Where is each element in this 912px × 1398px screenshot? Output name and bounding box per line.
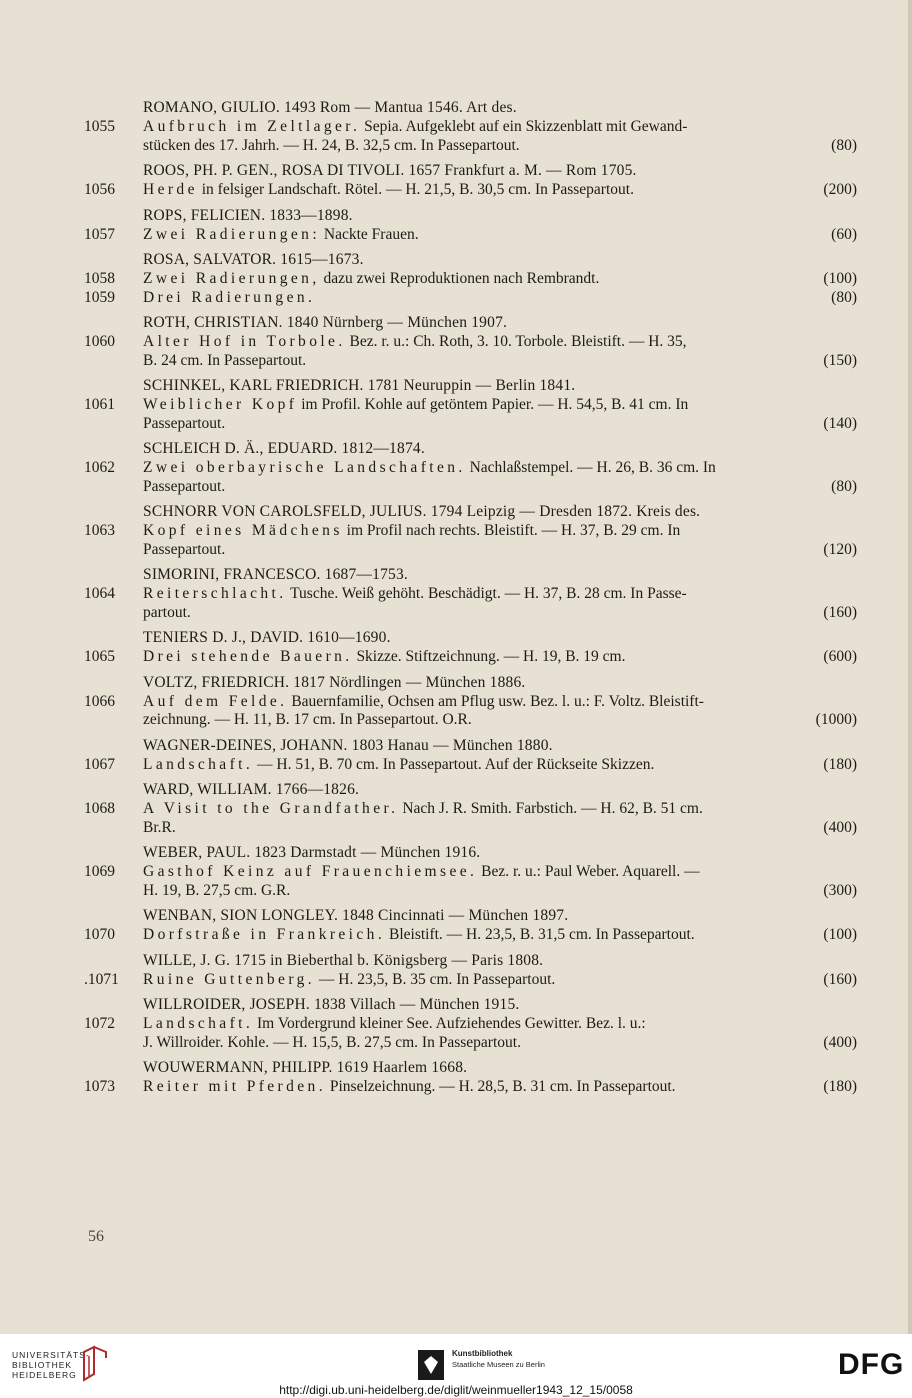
description-text	[143, 459, 716, 478]
lot-number: 1058	[84, 270, 115, 287]
university-line: HEIDELBERG	[12, 1370, 77, 1380]
work-title: A Visit to the Grandfather.	[143, 800, 399, 817]
lot-row	[82, 648, 857, 667]
estimate-price: (80)	[831, 136, 857, 154]
lot-description	[143, 648, 857, 667]
lot-row	[82, 1015, 857, 1052]
description-line	[143, 270, 857, 289]
work-details: Sepia. Aufgeklebt auf ein Skizzenblatt mit Gewand-	[360, 118, 688, 135]
work-details: Bleistift. — H. 23,5, B. 31,5 cm. In Passepartout.	[385, 926, 695, 943]
description-text	[143, 926, 695, 945]
description-text	[143, 181, 634, 200]
lot-row	[82, 693, 857, 730]
estimate-price: (400)	[823, 818, 857, 836]
lot-number: 1063	[84, 522, 115, 539]
estimate-price: (180)	[823, 1078, 857, 1095]
lot-row	[82, 585, 857, 622]
description-line	[143, 711, 857, 730]
work-title: Auf dem Felde.	[143, 692, 288, 710]
work-details: Passepartout.	[143, 540, 226, 558]
estimate-price: (100)	[823, 270, 857, 287]
description-line	[143, 1078, 857, 1097]
lot-number: 1067	[84, 755, 115, 773]
catalog-entry	[82, 438, 857, 496]
work-details: im Profil. Kohle auf getöntem Papier. — H. 54,5, B. 41 cm. In	[297, 396, 689, 413]
work-details: H. 19, B. 27,5 cm. G.R.	[143, 881, 291, 899]
artist-heading: SCHLEICH D. Ä., EDUARD. 1812—1874.	[143, 440, 425, 457]
description-line	[143, 333, 857, 352]
museum-eagle-logo-icon[interactable]	[416, 1348, 446, 1382]
lot-row	[82, 926, 857, 945]
description-text	[143, 289, 315, 308]
catalog-entry	[82, 1057, 857, 1097]
work-details: partout.	[143, 603, 191, 621]
description-line	[143, 819, 857, 838]
lot-description	[143, 693, 857, 730]
description-line	[143, 604, 857, 623]
description-line	[143, 352, 857, 371]
work-details: Bez. r. u.: Ch. Roth, 3. 10. Torbole. Bleistift. — H. 35,	[345, 333, 687, 350]
description-text	[143, 604, 191, 623]
university-logo-icon[interactable]	[80, 1344, 110, 1384]
description-line	[143, 137, 857, 156]
dfg-logo[interactable]: DFG	[838, 1348, 905, 1381]
lot-number: 1072	[84, 1015, 115, 1032]
description-text	[143, 1015, 646, 1034]
description-text	[143, 137, 520, 156]
description-text	[143, 819, 176, 838]
description-line	[143, 1034, 857, 1053]
description-text	[143, 971, 555, 990]
artist-heading: SCHNORR VON CAROLSFELD, JULIUS. 1794 Leipzig — Dresden 1872. Kreis des.	[143, 503, 701, 520]
artist-heading: WAGNER-DEINES, JOHANN. 1803 Hanau — München 1880.	[143, 736, 553, 754]
description-text	[143, 333, 687, 352]
lot-description	[143, 289, 857, 308]
artist-heading: WEBER, PAUL. 1823 Darmstadt — München 1916.	[143, 844, 481, 861]
description-line	[143, 756, 857, 775]
work-details: Im Vordergrund kleiner See. Aufziehendes Gewitter. Bez. l. u.:	[253, 1015, 646, 1032]
work-title: Reiter mit Pferden.	[143, 1078, 326, 1095]
catalog-entry	[82, 950, 857, 990]
estimate-price: (200)	[823, 181, 857, 198]
description-line	[143, 648, 857, 667]
work-details: zeichnung. — H. 11, B. 17 cm. In Passepartout. O.R.	[143, 711, 472, 728]
description-text	[143, 882, 290, 901]
lot-number: 1073	[84, 1078, 115, 1095]
estimate-price: (1000)	[815, 711, 857, 728]
library-subtitle: Staatliche Museen zu Berlin	[452, 1360, 545, 1369]
lot-description	[143, 270, 857, 289]
work-title: Alter Hof in Torbole.	[143, 333, 346, 350]
description-text	[143, 863, 700, 882]
work-title: Weiblicher Kopf	[143, 396, 298, 413]
catalog-entry	[82, 501, 857, 559]
source-url-link[interactable]: http://digi.ub.uni-heidelberg.de/diglit/weinmueller1943_12_15/0058	[279, 1383, 633, 1397]
lot-description	[143, 459, 857, 496]
description-text	[143, 396, 688, 415]
description-text	[143, 478, 225, 497]
artist-heading: SIMORINI, FRANCESCO. 1687—1753.	[143, 566, 408, 583]
work-details: Tusche. Weiß gehöht. Beschädigt. — H. 37, B. 28 cm. In Passe-	[286, 585, 687, 602]
library-title: Kunstbibliothek	[452, 1349, 513, 1358]
work-details: Bauernfamilie, Ochsen am Pflug usw. Bez. l. u.: F. Voltz. Bleistift-	[287, 692, 704, 710]
work-details: B. 24 cm. In Passepartout.	[143, 351, 307, 369]
lot-number: 1069	[84, 863, 115, 880]
lot-description	[143, 333, 857, 370]
estimate-price: (80)	[831, 477, 857, 495]
lot-number: 1059	[84, 288, 115, 306]
work-title: Reiterschlacht.	[143, 585, 287, 602]
lot-description	[143, 1015, 857, 1052]
description-text	[143, 800, 703, 819]
work-title: Zwei Radierungen,	[143, 270, 320, 287]
artist-heading: WOUWERMANN, PHILIPP. 1619 Haarlem 1668.	[143, 1059, 468, 1076]
catalog-entry	[82, 249, 857, 307]
footer-bar	[0, 1334, 912, 1398]
catalog-entry	[82, 994, 857, 1052]
description-line	[143, 396, 857, 415]
lot-row	[82, 289, 857, 308]
description-line	[143, 478, 857, 497]
estimate-price: (400)	[823, 1033, 857, 1051]
work-title: Herde	[143, 181, 198, 198]
work-details: Nackte Frauen.	[320, 225, 419, 243]
lot-description	[143, 926, 857, 945]
artist-heading: SCHINKEL, KARL FRIEDRICH. 1781 Neuruppin — Berlin 1841.	[143, 377, 576, 394]
lot-number: 1064	[84, 585, 115, 602]
lot-row	[82, 181, 857, 200]
catalog-entry	[82, 97, 857, 155]
description-line	[143, 415, 857, 434]
artist-heading: WARD, WILLIAM. 1766—1826.	[143, 781, 360, 798]
artist-heading: ROPS, FELICIEN. 1833—1898.	[143, 206, 353, 224]
description-text	[143, 585, 687, 604]
lot-description	[143, 800, 857, 837]
work-title: Landschaft.	[143, 755, 254, 773]
lot-description	[143, 118, 857, 155]
description-line	[143, 118, 857, 137]
estimate-price: (600)	[823, 648, 857, 665]
work-title: Zwei oberbayrische Landschaften.	[143, 459, 466, 476]
lot-number: 1065	[84, 648, 115, 665]
work-title: Drei Radierungen.	[143, 288, 316, 306]
work-title: Aufbruch im Zeltlager.	[143, 118, 361, 135]
work-details: Nach J. R. Smith. Farbstich. — H. 62, B. 51 cm.	[398, 800, 703, 817]
lot-description	[143, 226, 857, 245]
estimate-price: (80)	[831, 288, 857, 306]
artist-heading: WENBAN, SION LONGLEY. 1848 Cincinnati — München 1897.	[143, 907, 569, 924]
lot-row	[82, 118, 857, 155]
lot-row	[82, 459, 857, 496]
work-details: Passepartout.	[143, 477, 226, 495]
work-details: im Profil nach rechts. Bleistift. — H. 37, B. 29 cm. In	[342, 522, 681, 539]
lot-row	[82, 396, 857, 433]
work-title: Landschaft.	[143, 1015, 254, 1032]
lot-number: 1068	[84, 800, 115, 817]
description-text	[143, 648, 626, 667]
description-line	[143, 459, 857, 478]
catalog-entry	[82, 205, 857, 245]
description-line	[143, 926, 857, 945]
work-title: Ruine Guttenberg.	[143, 970, 316, 988]
lot-row	[82, 1078, 857, 1097]
description-text	[143, 226, 419, 245]
lot-row	[82, 522, 857, 559]
description-text	[143, 352, 306, 371]
description-text	[143, 756, 654, 775]
lot-number: 1061	[84, 396, 115, 413]
description-line	[143, 863, 857, 882]
university-line: BIBLIOTHEK	[12, 1360, 73, 1370]
lot-row	[82, 800, 857, 837]
description-line	[143, 522, 857, 541]
work-details: Br.R.	[143, 818, 176, 836]
lot-description	[143, 863, 857, 900]
description-line	[143, 1015, 857, 1034]
description-text	[143, 711, 472, 730]
work-details: in felsiger Landschaft. Rötel. — H. 21,5, B. 30,5 cm. In Passepartout.	[197, 181, 634, 198]
estimate-price: (150)	[823, 351, 857, 369]
lot-number: 1055	[84, 118, 115, 135]
description-text	[143, 415, 225, 434]
lot-row	[82, 333, 857, 370]
lot-description	[143, 756, 857, 775]
artist-heading: ROMANO, GIULIO. 1493 Rom — Mantua 1546. Art des.	[143, 99, 517, 116]
lot-row	[82, 226, 857, 245]
lot-number: 1060	[84, 333, 115, 350]
catalog-entry	[82, 672, 857, 730]
description-text	[143, 522, 680, 541]
lot-number: .1071	[84, 970, 119, 988]
lot-description	[143, 396, 857, 433]
estimate-price: (160)	[823, 970, 857, 988]
description-text	[143, 541, 225, 560]
lot-row	[82, 971, 857, 990]
museum-label[interactable]	[452, 1348, 545, 1370]
lot-number: 1062	[84, 459, 115, 476]
lot-description	[143, 1078, 857, 1097]
description-line	[143, 289, 857, 308]
artist-heading: ROSA, SALVATOR. 1615—1673.	[143, 251, 364, 268]
work-title: Zwei Radierungen:	[143, 225, 321, 243]
work-details: stücken des 17. Jahrh. — H. 24, B. 32,5 cm. In Passepartout.	[143, 136, 520, 154]
description-line	[143, 800, 857, 819]
lot-description	[143, 585, 857, 622]
artist-heading: ROOS, PH. P. GEN., ROSA DI TIVOLI. 1657 Frankfurt a. M. — Rom 1705.	[143, 162, 637, 179]
catalog-entry	[82, 627, 857, 667]
catalog-entry	[82, 735, 857, 775]
estimate-price: (160)	[823, 603, 857, 621]
work-details: Skizze. Stiftzeichnung. — H. 19, B. 19 cm.	[352, 648, 626, 665]
work-title: Gasthof Keinz auf Frauenchiemsee.	[143, 863, 478, 880]
catalog-entry	[82, 842, 857, 900]
lot-description	[143, 181, 857, 200]
description-line	[143, 585, 857, 604]
lot-description	[143, 522, 857, 559]
work-details: J. Willroider. Kohle. — H. 15,5, B. 27,5 cm. In Passepartout.	[143, 1033, 521, 1051]
lot-number: 1057	[84, 225, 115, 243]
description-text	[143, 1034, 521, 1053]
work-details: dazu zwei Reproduktionen nach Rembrandt.	[319, 270, 600, 287]
lot-number: 1070	[84, 926, 115, 943]
work-details: Pinselzeichnung. — H. 28,5, B. 31 cm. In Passepartout.	[325, 1078, 676, 1095]
work-details: — H. 23,5, B. 35 cm. In Passepartout.	[315, 970, 556, 988]
estimate-price: (120)	[823, 540, 857, 558]
work-title: Dorfstraße in Frankreich.	[143, 926, 386, 943]
artist-heading: WILLE, J. G. 1715 in Bieberthal b. Königsberg — Paris 1808.	[143, 951, 544, 969]
artist-heading: TENIERS D. J., DAVID. 1610—1690.	[143, 629, 391, 646]
estimate-price: (140)	[823, 414, 857, 432]
work-details: Bez. r. u.: Paul Weber. Aquarell. —	[477, 863, 700, 880]
description-line	[143, 882, 857, 901]
catalog-entry	[82, 779, 857, 837]
lot-row	[82, 270, 857, 289]
work-title: Kopf eines Mädchens	[143, 522, 343, 539]
description-text	[143, 693, 704, 712]
work-details: — H. 51, B. 70 cm. In Passepartout. Auf der Rückseite Skizzen.	[253, 755, 655, 773]
work-details: Passepartout.	[143, 414, 226, 432]
description-line	[143, 971, 857, 990]
artist-heading: ROTH, CHRISTIAN. 1840 Nürnberg — München 1907.	[143, 314, 508, 331]
page-number: 56	[88, 1228, 104, 1245]
lot-number: 1056	[84, 181, 115, 198]
description-line	[143, 226, 857, 245]
artist-heading: WILLROIDER, JOSEPH. 1838 Villach — München 1915.	[143, 996, 520, 1013]
university-library-label[interactable]	[12, 1350, 90, 1380]
artist-heading: VOLTZ, FRIEDRICH. 1817 Nördlingen — München 1886.	[143, 673, 526, 691]
description-line	[143, 541, 857, 560]
catalog-entry	[82, 312, 857, 370]
estimate-price: (100)	[823, 926, 857, 943]
description-text	[143, 1078, 676, 1097]
catalog-entry	[82, 375, 857, 433]
catalog-entry	[82, 564, 857, 622]
lot-row	[82, 863, 857, 900]
estimate-price: (60)	[831, 225, 857, 243]
work-details: Nachlaßstempel. — H. 26, B. 36 cm. In	[465, 459, 716, 476]
work-title: Drei stehende Bauern.	[143, 648, 353, 665]
description-text	[143, 118, 687, 137]
catalog-entries	[82, 97, 857, 1102]
estimate-price: (300)	[823, 881, 857, 899]
lot-number: 1066	[84, 692, 115, 710]
lot-row	[82, 756, 857, 775]
description-text	[143, 270, 599, 289]
catalog-entry	[82, 160, 857, 200]
estimate-price: (180)	[823, 755, 857, 773]
description-line	[143, 181, 857, 200]
catalog-entry	[82, 905, 857, 945]
lot-description	[143, 971, 857, 990]
description-line	[143, 693, 857, 712]
university-line: UNIVERSITÄTS-	[12, 1350, 90, 1360]
